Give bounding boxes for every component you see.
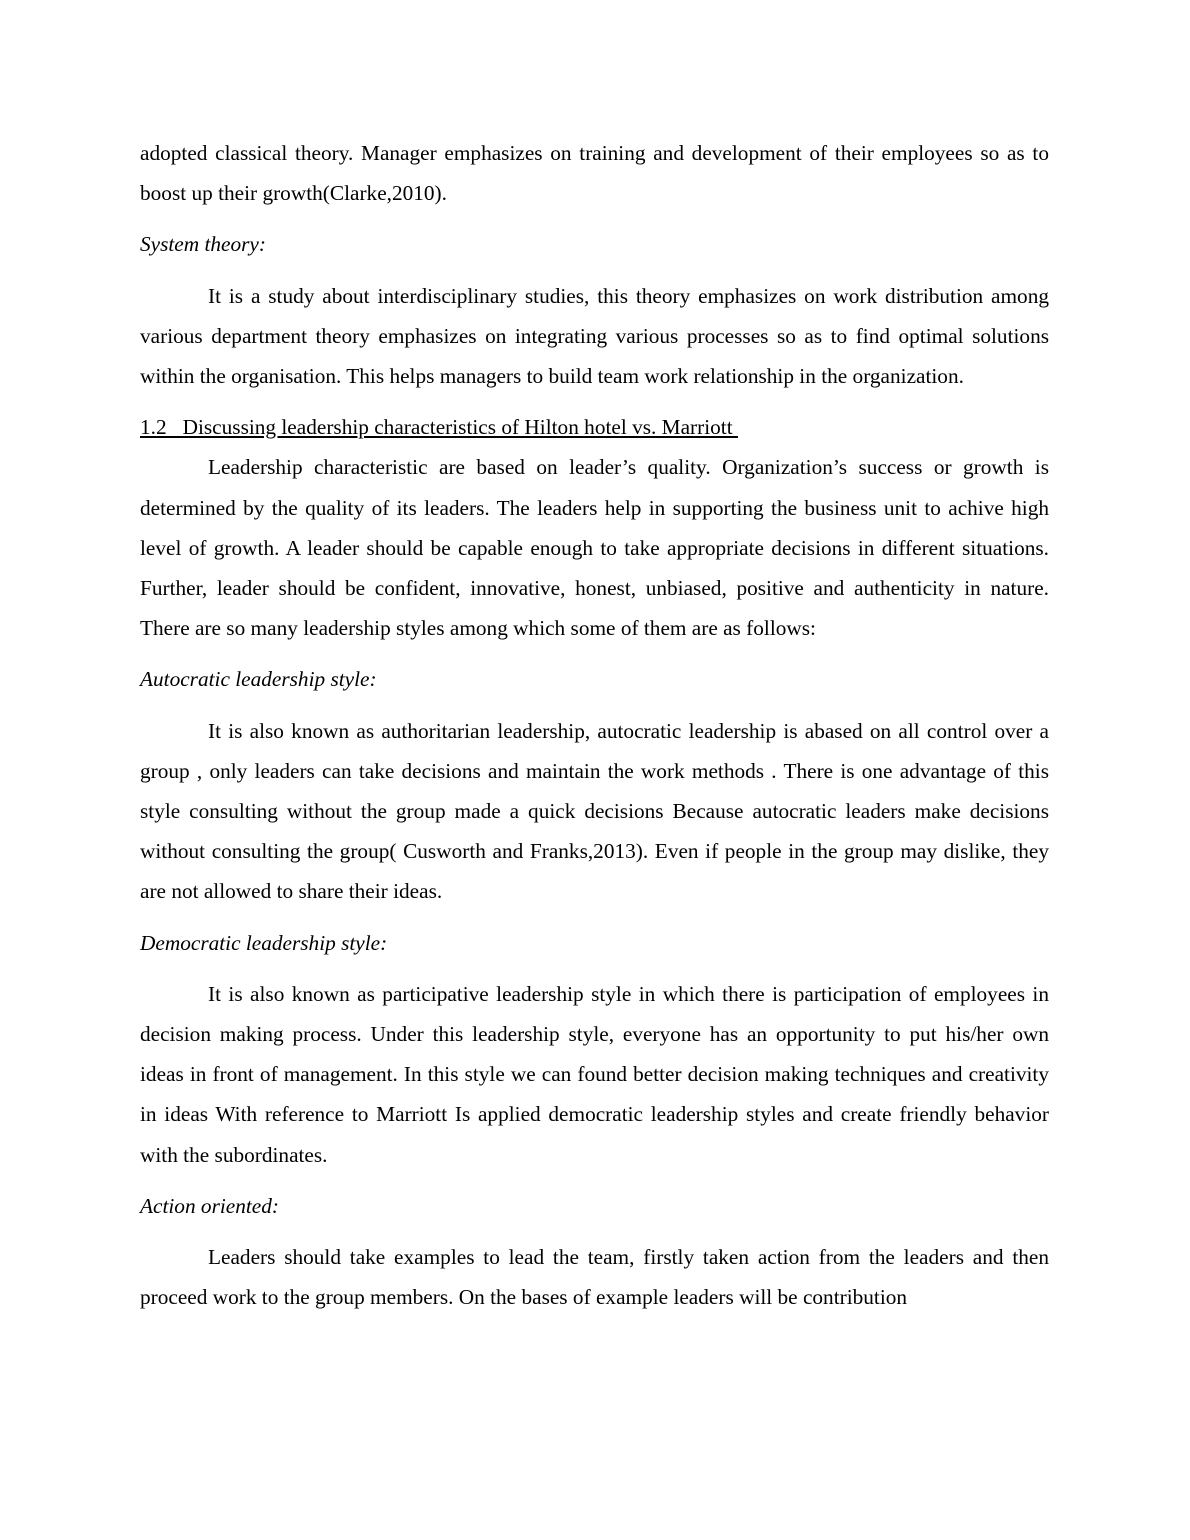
paragraph-leadership-characteristics: Leadership characteristic are based on leader’s quality. Organization’s success or growth is determined by the quality of its leaders. The leaders help in supporting the business unit to achive high level of growth. A leader should be capable enough to take appropriate decisions in different situations. Further, leader should be confident, innovative, honest, unbiased, positive and authenticity in nature. There are so many leadership styles among which some of them are as follows: bbox=[140, 455, 1049, 641]
heading-autocratic: Autocratic leadership style: bbox=[140, 667, 377, 692]
heading-democratic: Democratic leadership style: bbox=[140, 930, 388, 955]
heading-action-oriented: Action oriented: bbox=[140, 1193, 279, 1218]
paragraph-system-theory: It is a study about interdisciplinary studies, this theory emphasizes on work distribution among various department theory emphasizes on integrating various processes so as to find optimal solutions within the organisation. This helps managers to build team work relationship in the organization. bbox=[140, 283, 1049, 389]
paragraph-action-oriented: Leaders should take examples to lead the team, firstly taken action from the leaders and then proceed work to the group members. On the bases of example leaders will be contribution bbox=[140, 1245, 1049, 1310]
paragraph-democratic: It is also known as participative leadership style in which there is participation of employees in decision making process. Under this leadership style, everyone has an opportunity to put his/her own ideas in front of management. In this style we can found better decision making techniques and creativity in ideas With reference to Marriott Is applied democratic leadership styles and create friendly behavior with the subordinates. bbox=[140, 981, 1049, 1167]
paragraph-autocratic: It is also known as authoritarian leadership, autocratic leadership is abased on all control over a group , only leaders can take decisions and maintain the work methods . There is one advantage of this style consulting without the group made a quick decisions Because autocratic leaders make decisions without consulting the group( Cusworth and Franks,2013). Even if people in the group may dislike, they are not allowed to share their ideas. bbox=[140, 718, 1049, 904]
document-page bbox=[140, 133, 1049, 1317]
heading-system-theory: System theory: bbox=[140, 232, 266, 257]
section-heading-1-2 bbox=[140, 407, 1049, 447]
section-heading-text: 1.2 Discussing leadership characteristics of Hilton hotel vs. Marriott bbox=[140, 415, 738, 440]
paragraph-classical-theory: adopted classical theory. Manager emphasizes on training and development of their employees so as to boost up their growth(Clarke,2010). bbox=[140, 141, 1049, 206]
